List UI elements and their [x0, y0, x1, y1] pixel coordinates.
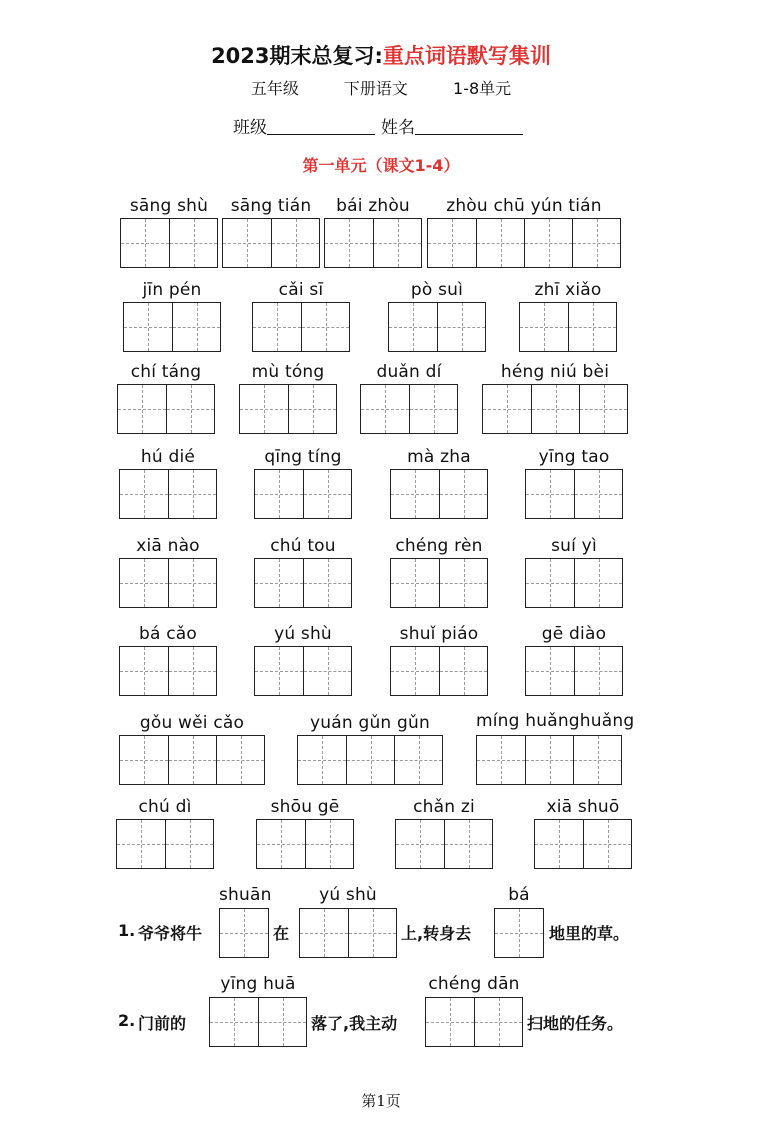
word-boxes[interactable]: [388, 302, 486, 352]
word-pinyin: xiā shuō: [546, 797, 620, 817]
word-pinyin: chéng rèn: [395, 536, 483, 556]
page-number: 第1页: [361, 1092, 401, 1110]
word-boxes[interactable]: [123, 302, 221, 352]
word-pinyin: mà zha: [407, 447, 471, 467]
student-info: [0, 113, 762, 138]
sentence1-pinyin-2: yú shù: [319, 885, 377, 905]
word-boxes[interactable]: [390, 469, 488, 519]
word-pinyin: cǎi sī: [278, 280, 324, 300]
title-red: 重点词语默写集训: [382, 44, 551, 68]
class-blank[interactable]: [267, 118, 375, 135]
sentence1-box-1[interactable]: [219, 908, 269, 958]
sentence1-pinyin-1: shuān: [219, 885, 272, 905]
sentence1-text-1: 爷爷将牛: [138, 924, 203, 943]
word-pinyin: sāng shù: [129, 196, 209, 216]
word-pinyin: míng huǎnghuǎng: [476, 711, 635, 731]
book-label: 下册语文: [343, 79, 408, 98]
word-pinyin: shōu gē: [270, 797, 340, 817]
word-pinyin: xiā nào: [136, 536, 200, 556]
word-pinyin: yú shù: [274, 624, 332, 644]
sentence2-box-2[interactable]: [425, 997, 523, 1047]
sentence2-text-3: 扫地的任务。: [527, 1014, 624, 1033]
word-boxes[interactable]: [119, 469, 217, 519]
word-boxes[interactable]: [119, 646, 217, 696]
sentence2-text-2: 落了,我主动: [311, 1014, 398, 1033]
word-pinyin: suí yì: [551, 536, 597, 556]
sentence2-number: 2.: [118, 1011, 136, 1030]
word-pinyin: yuán gǔn gǔn: [310, 713, 430, 733]
unit-title: 第一单元（课文1-4）: [302, 156, 460, 175]
word-pinyin: zhī xiǎo: [534, 280, 602, 300]
word-boxes[interactable]: [252, 302, 350, 352]
word-pinyin: jīn pén: [142, 280, 202, 300]
word-boxes[interactable]: [360, 384, 458, 434]
word-boxes[interactable]: [427, 218, 621, 268]
word-pinyin: hú dié: [140, 447, 196, 467]
sentence1-text-2: 在: [273, 924, 290, 943]
word-boxes[interactable]: [254, 646, 352, 696]
word-pinyin: bá cǎo: [139, 624, 197, 644]
sentence2-box-1[interactable]: [209, 997, 307, 1047]
word-boxes[interactable]: [254, 469, 352, 519]
word-pinyin: sāng tián: [230, 196, 312, 216]
word-pinyin: shuǐ piáo: [399, 624, 479, 644]
sentence1-box-3[interactable]: [494, 908, 544, 958]
word-pinyin: chí táng: [130, 362, 202, 382]
word-boxes[interactable]: [256, 819, 354, 869]
word-boxes[interactable]: [534, 819, 632, 869]
sentence1-number: 1.: [118, 921, 136, 940]
word-boxes[interactable]: [482, 384, 628, 434]
page-title: [0, 40, 762, 70]
word-boxes[interactable]: [297, 735, 443, 785]
word-pinyin: yīng tao: [538, 447, 610, 467]
word-boxes[interactable]: [239, 384, 337, 434]
word-boxes[interactable]: [324, 218, 422, 268]
word-pinyin: chǎn zi: [413, 797, 475, 817]
word-pinyin: chú dì: [138, 797, 192, 817]
title-black: 2023期末总复习:: [211, 44, 383, 68]
word-pinyin: chú tou: [270, 536, 336, 556]
word-pinyin: gǒu wěi cǎo: [139, 713, 245, 733]
word-boxes[interactable]: [222, 218, 320, 268]
word-pinyin: mù tóng: [251, 362, 325, 382]
sentence1-text-4: 地里的草。: [549, 924, 630, 943]
word-boxes[interactable]: [525, 469, 623, 519]
word-pinyin: héng niú bèi: [500, 362, 610, 382]
word-boxes[interactable]: [395, 819, 493, 869]
sentence2-text-1: 门前的: [138, 1014, 187, 1033]
subtitle-line: [0, 76, 762, 99]
word-pinyin: duǎn dí: [376, 362, 442, 382]
name-blank[interactable]: [415, 118, 523, 135]
word-boxes[interactable]: [119, 735, 265, 785]
sentence2-pinyin-2: chéng dān: [428, 974, 520, 994]
word-boxes[interactable]: [525, 646, 623, 696]
grade-label: 五年级: [250, 79, 299, 98]
word-boxes[interactable]: [390, 646, 488, 696]
word-boxes[interactable]: [519, 302, 617, 352]
word-boxes[interactable]: [390, 558, 488, 608]
word-boxes[interactable]: [116, 819, 214, 869]
sentence1-box-2[interactable]: [299, 908, 397, 958]
name-label: 姓名: [381, 118, 415, 138]
word-pinyin: bái zhòu: [336, 196, 410, 216]
word-boxes[interactable]: [120, 218, 218, 268]
word-boxes[interactable]: [254, 558, 352, 608]
word-boxes[interactable]: [476, 735, 622, 785]
word-pinyin: gē diào: [541, 624, 607, 644]
word-boxes[interactable]: [117, 384, 215, 434]
word-boxes[interactable]: [119, 558, 217, 608]
sentence1-text-3: 上,转身去: [401, 924, 472, 943]
sentence2-pinyin-1: yīng huā: [220, 974, 296, 994]
word-pinyin: pò suì: [410, 280, 464, 300]
word-boxes[interactable]: [525, 558, 623, 608]
sentence1-pinyin-3: bá: [508, 885, 530, 905]
class-label: 班级: [233, 118, 267, 138]
word-pinyin: zhòu chū yún tián: [446, 196, 602, 216]
word-pinyin: qīng tíng: [264, 447, 342, 467]
range-label: 1-8单元: [453, 79, 512, 98]
